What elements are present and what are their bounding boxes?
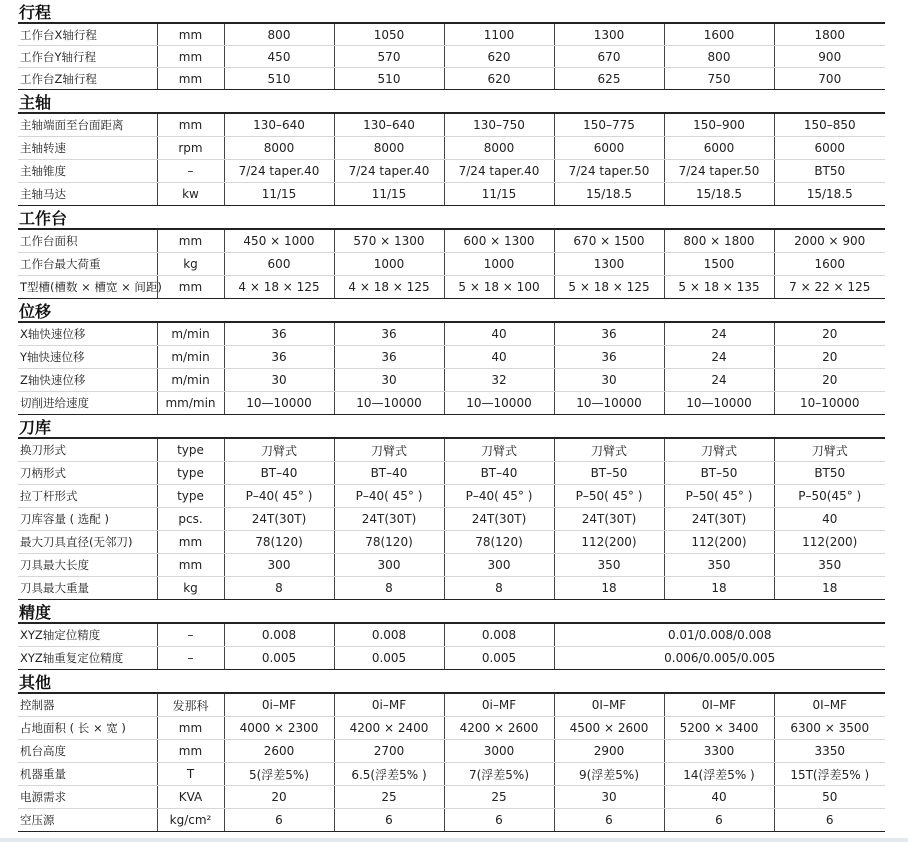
row-unit: – (157, 160, 224, 183)
spec-value: 8000 (444, 137, 554, 160)
spec-value: P–40( 45° ) (444, 485, 554, 508)
row-label: 刀柄形式 (18, 462, 157, 485)
spec-value: 7 × 22 × 125 (774, 276, 885, 299)
spec-value: 6000 (774, 137, 885, 160)
row-label: 控制器 (18, 694, 157, 717)
spec-value: 4500 × 2600 (554, 717, 664, 740)
spec-value: 350 (554, 554, 664, 577)
spec-value: 18 (664, 577, 774, 600)
spec-value: P–40( 45° ) (334, 485, 444, 508)
row-label: 刀库容量 ( 选配 ) (18, 508, 157, 531)
spec-value: 4 × 18 × 125 (334, 276, 444, 299)
row-label: 主轴锥度 (18, 160, 157, 183)
row-label: Y轴快速位移 (18, 346, 157, 369)
spec-value: 20 (774, 323, 885, 346)
table-row (18, 160, 885, 183)
spec-value: 0i–MF (224, 694, 334, 717)
spec-value: 18 (554, 577, 664, 600)
spec-value: 15/18.5 (664, 183, 774, 206)
spec-value: 3350 (774, 740, 885, 763)
spec-value: 130–640 (334, 114, 444, 137)
table-row (18, 24, 885, 46)
spec-value: 3000 (444, 740, 554, 763)
spec-table (18, 323, 885, 415)
spec-value: 24T(30T) (554, 508, 664, 531)
spec-value: 10—10000 (444, 392, 554, 415)
spec-value: 6 (664, 809, 774, 832)
spec-value: 1050 (334, 24, 444, 46)
spec-value: 510 (334, 68, 444, 90)
spec-value: 40 (774, 508, 885, 531)
row-label: 主轴端面至台面距离 (18, 114, 157, 137)
table-row (18, 508, 885, 531)
section-title: 行程 (18, 0, 885, 24)
spec-value: 6 (224, 809, 334, 832)
spec-value: 1000 (334, 253, 444, 276)
spec-value: 78(120) (334, 531, 444, 554)
spec-value: 6000 (554, 137, 664, 160)
bottom-strip (0, 838, 908, 842)
spec-value: 6.5(浮差5% ) (334, 763, 444, 786)
row-unit: – (157, 624, 224, 647)
spec-value: 2700 (334, 740, 444, 763)
row-unit: mm (157, 230, 224, 253)
merged-value: 0.006/0.005/0.005 (554, 647, 885, 670)
spec-value: BT–40 (444, 462, 554, 485)
table-row (18, 809, 885, 832)
spec-value: 670 × 1500 (554, 230, 664, 253)
row-unit: – (157, 647, 224, 670)
spec-value: 5200 × 3400 (664, 717, 774, 740)
spec-value: 30 (224, 369, 334, 392)
spec-value: 0.005 (444, 647, 554, 670)
spec-value: 15/18.5 (554, 183, 664, 206)
table-row (18, 253, 885, 276)
row-label: 拉丁杆形式 (18, 485, 157, 508)
spec-value: 1600 (774, 253, 885, 276)
row-unit: type (157, 462, 224, 485)
spec-value: 20 (224, 786, 334, 809)
spec-value: 24 (664, 323, 774, 346)
row-label: 工作台Y轴行程 (18, 46, 157, 68)
row-unit: mm (157, 276, 224, 299)
spec-value: 50 (774, 786, 885, 809)
row-label: 工作台X轴行程 (18, 24, 157, 46)
spec-value: P–40( 45° ) (224, 485, 334, 508)
row-label: 机器重量 (18, 763, 157, 786)
spec-value: 0I–MF (554, 694, 664, 717)
row-unit: m/min (157, 346, 224, 369)
row-unit: 发那科 (157, 694, 224, 717)
spec-value: 40 (444, 323, 554, 346)
spec-value: 620 (444, 46, 554, 68)
spec-value: 4200 × 2400 (334, 717, 444, 740)
spec-value: 1000 (444, 253, 554, 276)
spec-value: 36 (334, 323, 444, 346)
spec-value: 24 (664, 369, 774, 392)
spec-table (18, 24, 885, 90)
merged-value: 0.01/0.008/0.008 (554, 624, 885, 647)
spec-value: 7/24 taper.50 (554, 160, 664, 183)
spec-value: 30 (334, 369, 444, 392)
row-label: 工作台最大荷重 (18, 253, 157, 276)
table-row (18, 46, 885, 68)
spec-table (18, 624, 885, 670)
spec-value: 6 (554, 809, 664, 832)
row-unit: type (157, 485, 224, 508)
section-title: 工作台 (18, 206, 885, 230)
spec-value: 900 (774, 46, 885, 68)
spec-value: 0.008 (224, 624, 334, 647)
table-row (18, 276, 885, 299)
spec-value: 36 (224, 346, 334, 369)
spec-value: P–50( 45° ) (554, 485, 664, 508)
spec-value: 130–640 (224, 114, 334, 137)
table-row (18, 740, 885, 763)
spec-value: 15T(浮差5% ) (774, 763, 885, 786)
row-unit: mm (157, 114, 224, 137)
spec-value: 40 (444, 346, 554, 369)
spec-value: BT50 (774, 160, 885, 183)
row-label: 换刀形式 (18, 439, 157, 462)
section-title: 其他 (18, 670, 885, 694)
spec-value: 600 (224, 253, 334, 276)
table-row (18, 462, 885, 485)
spec-value: 4200 × 2600 (444, 717, 554, 740)
spec-value: 15/18.5 (774, 183, 885, 206)
row-unit: kg (157, 577, 224, 600)
spec-value: 1600 (664, 24, 774, 46)
spec-value: 40 (664, 786, 774, 809)
spec-value: 5 × 18 × 125 (554, 276, 664, 299)
spec-value: 24T(30T) (334, 508, 444, 531)
spec-value: 36 (554, 346, 664, 369)
section-title: 主轴 (18, 90, 885, 114)
row-unit: m/min (157, 323, 224, 346)
row-unit: pcs. (157, 508, 224, 531)
spec-value: 450 × 1000 (224, 230, 334, 253)
spec-value: 24T(30T) (664, 508, 774, 531)
spec-value: 300 (224, 554, 334, 577)
spec-value: 6 (334, 809, 444, 832)
spec-value: 2600 (224, 740, 334, 763)
spec-value: 25 (444, 786, 554, 809)
table-row (18, 439, 885, 462)
table-row (18, 485, 885, 508)
section-title: 位移 (18, 299, 885, 323)
spec-value: 2000 × 900 (774, 230, 885, 253)
spec-value: 11/15 (334, 183, 444, 206)
spec-value: 7/24 taper.40 (224, 160, 334, 183)
spec-value: 11/15 (224, 183, 334, 206)
spec-value: 700 (774, 68, 885, 90)
row-unit: kg (157, 253, 224, 276)
row-unit: mm (157, 531, 224, 554)
spec-value: 7/24 taper.40 (334, 160, 444, 183)
row-label: 切削进给速度 (18, 392, 157, 415)
spec-value: 10—10000 (224, 392, 334, 415)
spec-value: 112(200) (554, 531, 664, 554)
spec-value: 350 (774, 554, 885, 577)
spec-value: 刀臂式 (774, 439, 885, 462)
spec-value: 670 (554, 46, 664, 68)
spec-value: 6300 × 3500 (774, 717, 885, 740)
row-unit: kw (157, 183, 224, 206)
spec-table (18, 114, 885, 206)
spec-value: 800 × 1800 (664, 230, 774, 253)
spec-value: BT–40 (334, 462, 444, 485)
spec-value: 刀臂式 (664, 439, 774, 462)
spec-value: 1800 (774, 24, 885, 46)
row-unit: mm (157, 24, 224, 46)
spec-value: 30 (554, 369, 664, 392)
spec-value: 18 (774, 577, 885, 600)
spec-value: 25 (334, 786, 444, 809)
row-unit: mm (157, 717, 224, 740)
spec-value: 150–775 (554, 114, 664, 137)
spec-value: 0.008 (444, 624, 554, 647)
row-label: XYZ轴重复定位精度 (18, 647, 157, 670)
table-row (18, 230, 885, 253)
spec-table (18, 230, 885, 299)
spec-value: 0i–MF (334, 694, 444, 717)
spec-value: 8000 (334, 137, 444, 160)
row-unit: m/min (157, 369, 224, 392)
spec-value: 24 (664, 346, 774, 369)
section-title: 刀库 (18, 415, 885, 439)
row-unit: kg/cm² (157, 809, 224, 832)
spec-value: 36 (224, 323, 334, 346)
spec-value: 32 (444, 369, 554, 392)
spec-value: 10—10000 (334, 392, 444, 415)
spec-value: 0I–MF (664, 694, 774, 717)
table-row (18, 323, 885, 346)
row-label: 工作台Z轴行程 (18, 68, 157, 90)
table-row (18, 717, 885, 740)
table-row (18, 346, 885, 369)
spec-value: BT–40 (224, 462, 334, 485)
spec-value: 刀臂式 (444, 439, 554, 462)
row-label: 最大刀具直径(无邻刀) (18, 531, 157, 554)
row-unit: mm (157, 554, 224, 577)
row-unit: type (157, 439, 224, 462)
spec-value: 150–900 (664, 114, 774, 137)
spec-value: 24T(30T) (224, 508, 334, 531)
table-row (18, 531, 885, 554)
spec-value: 0i–MF (444, 694, 554, 717)
spec-value: 刀臂式 (224, 439, 334, 462)
spec-value: BT–50 (554, 462, 664, 485)
spec-value: 6 (774, 809, 885, 832)
row-label: 空压源 (18, 809, 157, 832)
spec-value: 14(浮差5% ) (664, 763, 774, 786)
spec-value: 5 × 18 × 100 (444, 276, 554, 299)
spec-value: 0.005 (224, 647, 334, 670)
spec-value: 1300 (554, 24, 664, 46)
table-row (18, 68, 885, 90)
spec-value: 7/24 taper.50 (664, 160, 774, 183)
row-label: 主轴马达 (18, 183, 157, 206)
spec-value: 450 (224, 46, 334, 68)
spec-value: 24T(30T) (444, 508, 554, 531)
spec-value: 78(120) (224, 531, 334, 554)
spec-value: 112(200) (774, 531, 885, 554)
row-label: T型槽(槽数 × 槽宽 × 间距) (18, 276, 157, 299)
row-unit: KVA (157, 786, 224, 809)
spec-value: 750 (664, 68, 774, 90)
spec-value: 350 (664, 554, 774, 577)
spec-value: 570 (334, 46, 444, 68)
spec-value: BT–50 (664, 462, 774, 485)
row-label: X轴快速位移 (18, 323, 157, 346)
spec-value: 刀臂式 (554, 439, 664, 462)
row-unit: mm (157, 68, 224, 90)
spec-value: 刀臂式 (334, 439, 444, 462)
row-label: 占地面积 ( 长 × 宽 ) (18, 717, 157, 740)
spec-value: 20 (774, 369, 885, 392)
spec-value: 1300 (554, 253, 664, 276)
section-title: 精度 (18, 600, 885, 624)
spec-value: 130–750 (444, 114, 554, 137)
spec-value: 30 (554, 786, 664, 809)
spec-value: 6 (444, 809, 554, 832)
row-label: 刀具最大长度 (18, 554, 157, 577)
row-unit: T (157, 763, 224, 786)
row-label: 电源需求 (18, 786, 157, 809)
table-row (18, 577, 885, 600)
spec-value: 8 (224, 577, 334, 600)
row-label: XYZ轴定位精度 (18, 624, 157, 647)
row-label: 工作台面积 (18, 230, 157, 253)
spec-value: 5 × 18 × 135 (664, 276, 774, 299)
spec-table (18, 694, 885, 832)
spec-value: 2900 (554, 740, 664, 763)
spec-value: 6000 (664, 137, 774, 160)
row-label: 刀具最大重量 (18, 577, 157, 600)
spec-value: 0.005 (334, 647, 444, 670)
spec-value: P–50( 45° ) (664, 485, 774, 508)
row-unit: mm (157, 46, 224, 68)
spec-value: 10—10000 (664, 392, 774, 415)
spec-value: 0I–MF (774, 694, 885, 717)
table-row (18, 763, 885, 786)
spec-value: 7/24 taper.40 (444, 160, 554, 183)
spec-value: 1500 (664, 253, 774, 276)
row-label: 机台高度 (18, 740, 157, 763)
row-unit: mm/min (157, 392, 224, 415)
spec-value: 3300 (664, 740, 774, 763)
table-row (18, 183, 885, 206)
spec-value: 78(120) (444, 531, 554, 554)
row-unit: mm (157, 740, 224, 763)
spec-value: 300 (334, 554, 444, 577)
spec-value: 800 (664, 46, 774, 68)
spec-value: 1100 (444, 24, 554, 46)
spec-value: 620 (444, 68, 554, 90)
spec-value: 10—10000 (554, 392, 664, 415)
table-row (18, 647, 885, 670)
spec-value: 5(浮差5%) (224, 763, 334, 786)
table-row (18, 392, 885, 415)
table-row (18, 786, 885, 809)
spec-value: 20 (774, 346, 885, 369)
row-label: Z轴快速位移 (18, 369, 157, 392)
row-label: 主轴转速 (18, 137, 157, 160)
table-row (18, 694, 885, 717)
row-unit: rpm (157, 137, 224, 160)
spec-value: P–50(45° ) (774, 485, 885, 508)
spec-value: BT50 (774, 462, 885, 485)
spec-value: 36 (334, 346, 444, 369)
spec-value: 10–10000 (774, 392, 885, 415)
spec-value: 8 (444, 577, 554, 600)
spec-value: 0.008 (334, 624, 444, 647)
spec-value: 4000 × 2300 (224, 717, 334, 740)
spec-table (18, 439, 885, 600)
table-row (18, 369, 885, 392)
table-row (18, 114, 885, 137)
spec-value: 625 (554, 68, 664, 90)
spec-value: 8000 (224, 137, 334, 160)
spec-value: 36 (554, 323, 664, 346)
spec-value: 300 (444, 554, 554, 577)
spec-value: 7(浮差5%) (444, 763, 554, 786)
spec-sheet (18, 0, 885, 832)
spec-value: 600 × 1300 (444, 230, 554, 253)
spec-value: 800 (224, 24, 334, 46)
table-row (18, 554, 885, 577)
spec-value: 150–850 (774, 114, 885, 137)
spec-value: 510 (224, 68, 334, 90)
spec-value: 9(浮差5%) (554, 763, 664, 786)
spec-value: 8 (334, 577, 444, 600)
spec-value: 11/15 (444, 183, 554, 206)
spec-value: 112(200) (664, 531, 774, 554)
table-row (18, 137, 885, 160)
table-row (18, 624, 885, 647)
spec-value: 4 × 18 × 125 (224, 276, 334, 299)
spec-value: 570 × 1300 (334, 230, 444, 253)
